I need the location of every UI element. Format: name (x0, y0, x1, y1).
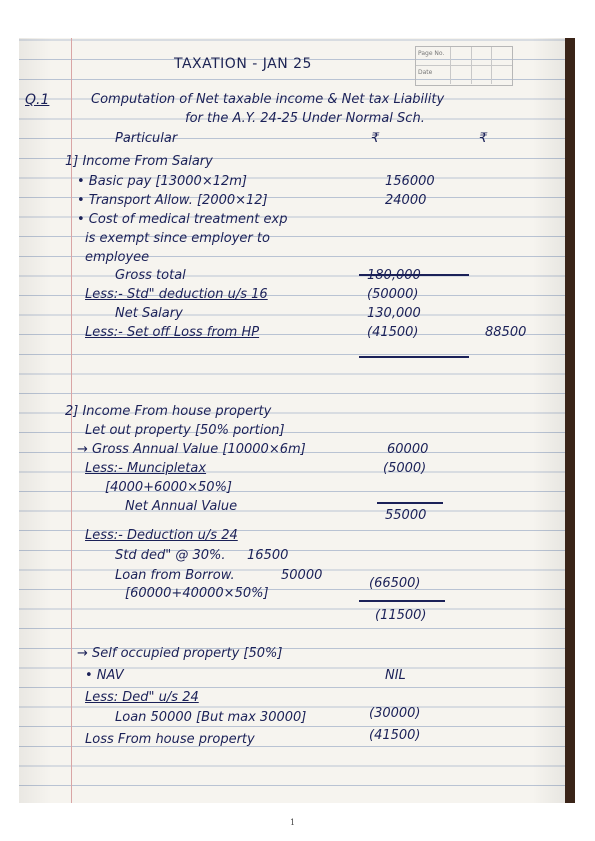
std-deduction-amount: (50000) (367, 287, 419, 302)
loan-self-amount: (30000) (369, 706, 421, 721)
deduction-24: Less:- Deduction u/s 24 (85, 528, 238, 543)
page-title: TAXATION - JAN 25 (174, 56, 312, 72)
page-no-box (415, 46, 513, 86)
let-out-loss: (11500) (375, 608, 427, 623)
gross-annual-value: → Gross Annual Value [10000×6m] (77, 442, 306, 457)
nav-self: • NAV (85, 668, 124, 683)
gross-total-amount: 180,000 (367, 268, 421, 283)
loss-house-property: Loss From house property (85, 732, 255, 747)
net-salary-amount: 130,000 (367, 306, 421, 321)
loan-amount: 50000 (281, 568, 323, 583)
loan-from-borrow: Loan from Borrow. (115, 568, 235, 583)
date-label: Date (416, 66, 451, 84)
loan-self: Loan 50000 [But max 30000] (115, 710, 307, 725)
page-no-label: Page No. (416, 47, 451, 65)
nav-self-amount: NIL (385, 668, 406, 683)
deduction-total: (66500) (369, 576, 421, 591)
house-heading: 2] Income From house property (65, 404, 272, 419)
std-deduction: Less:- Std" deduction u/s 16 (85, 287, 268, 302)
gav-amount: 60000 (387, 442, 429, 457)
std-ded-amount: 16500 (247, 548, 289, 563)
total-rule-2 (359, 356, 469, 358)
medical-note-1: • Cost of medical treatment exp (77, 212, 288, 227)
notebook-page (19, 38, 565, 803)
loan-calc: [60000+40000×50%] (125, 586, 269, 601)
transport-amount: 24000 (385, 193, 427, 208)
less-ded-24: Less: Ded" u/s 24 (85, 690, 199, 705)
municipal-tax: Less:- Muncipletax (85, 461, 207, 476)
particular-heading: Particular (115, 131, 178, 146)
question-line-1: Computation of Net taxable income & Net tax Liability (91, 92, 445, 107)
question-line-2: for the A.Y. 24-25 Under Normal Sch. (185, 111, 425, 126)
rupee-col-2: ₹ (479, 131, 488, 146)
medical-note-3: employee (85, 250, 150, 265)
net-salary: Net Salary (115, 306, 183, 321)
salary-final-amount: 88500 (485, 325, 527, 340)
total-rule-3 (377, 502, 443, 504)
total-rule-4 (359, 600, 445, 602)
page-number: 1 (290, 818, 296, 827)
self-occupied: → Self occupied property [50%] (77, 646, 283, 661)
std-ded-30: Std ded" @ 30%. (115, 548, 226, 563)
municipal-tax-calc: [4000+6000×50%] (105, 480, 232, 495)
setoff-loss: Less:- Set off Loss from HP (85, 325, 260, 340)
basic-pay: • Basic pay [13000×12m] (77, 174, 247, 189)
medical-note-2: is exempt since employer to (85, 231, 270, 246)
municipal-tax-amount: (5000) (383, 461, 427, 476)
rupee-col-1: ₹ (371, 131, 380, 146)
salary-heading: 1] Income From Salary (65, 154, 213, 169)
notebook-photo (19, 38, 575, 803)
setoff-loss-amount: (41500) (367, 325, 419, 340)
basic-pay-amount: 156000 (385, 174, 435, 189)
margin-line (71, 38, 72, 803)
question-number: Q.1 (25, 92, 50, 108)
nav-amount: 55000 (385, 508, 427, 523)
transport-allowance: • Transport Allow. [2000×12] (77, 193, 268, 208)
let-out-property: Let out property [50% portion] (85, 423, 285, 438)
net-annual-value: Net Annual Value (125, 499, 238, 514)
loss-house-amount: (41500) (369, 728, 421, 743)
gross-total: Gross total (115, 268, 186, 283)
